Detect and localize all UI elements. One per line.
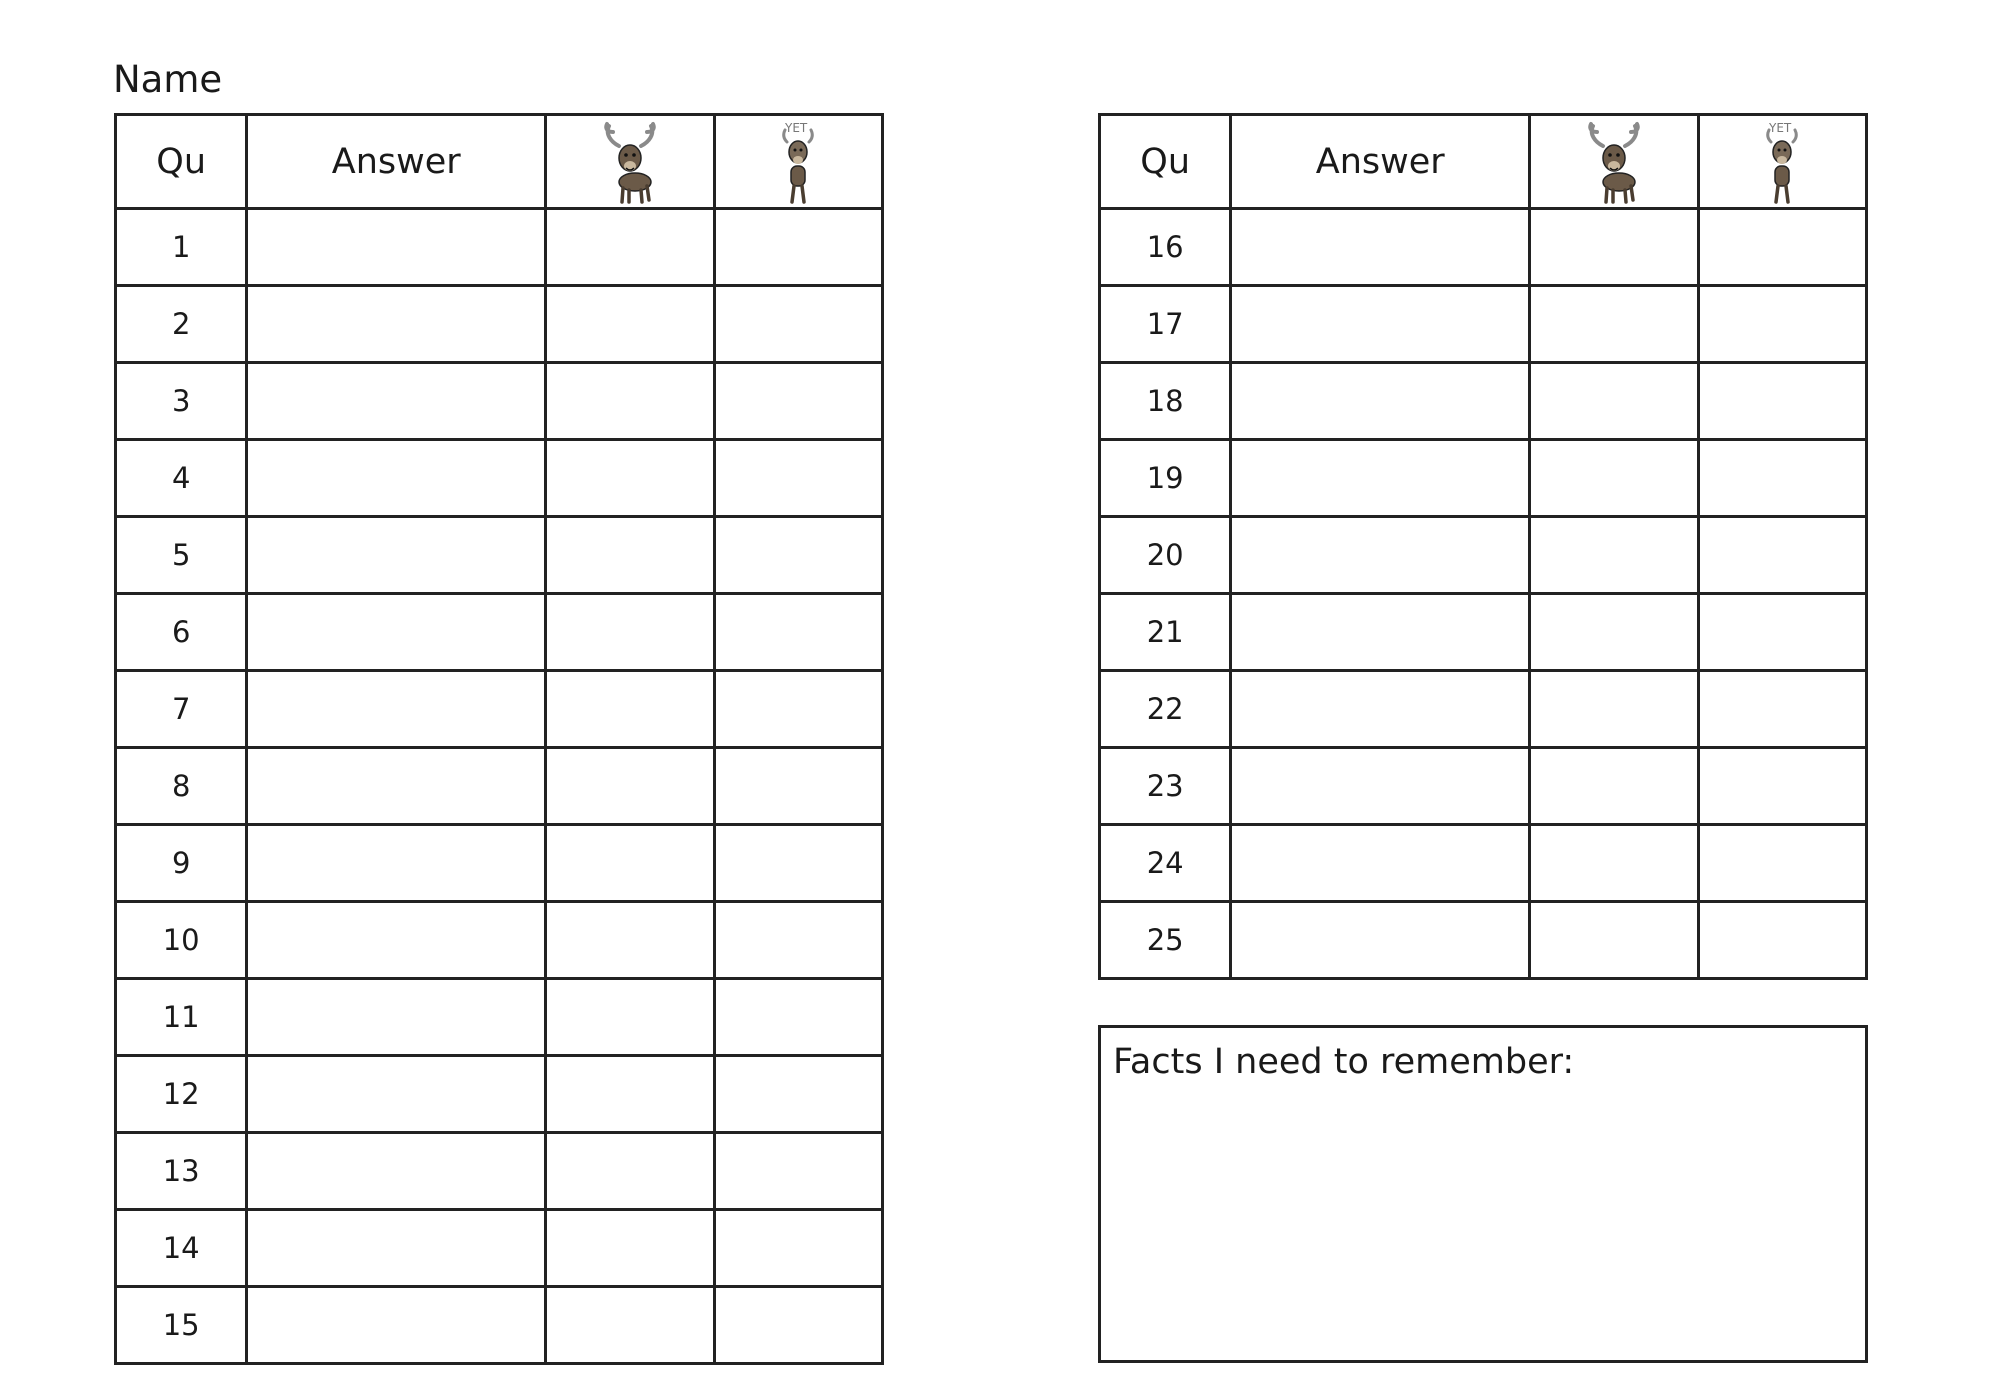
reindeer-smiling-cell[interactable] — [1530, 825, 1698, 902]
answer-cell[interactable] — [247, 748, 546, 825]
reindeer-yet-cell[interactable] — [1698, 517, 1866, 594]
header-row — [1100, 115, 1867, 209]
question-number: 20 — [1100, 517, 1231, 594]
reindeer-smiling-cell[interactable] — [546, 286, 714, 363]
answer-cell[interactable] — [1231, 209, 1530, 286]
answer-cell[interactable] — [247, 286, 546, 363]
question-number: 25 — [1100, 902, 1231, 979]
reindeer-yet-cell[interactable] — [714, 902, 882, 979]
table-row — [116, 440, 883, 517]
reindeer-smiling-cell[interactable] — [546, 1287, 714, 1364]
reindeer-smiling-header — [546, 115, 714, 209]
reindeer-yet-cell[interactable] — [714, 286, 882, 363]
answer-cell[interactable] — [247, 1133, 546, 1210]
reindeer-yet-cell[interactable] — [714, 1210, 882, 1287]
question-number: 1 — [116, 209, 247, 286]
table-row — [1100, 748, 1867, 825]
table-row — [116, 594, 883, 671]
reindeer-smiling-cell[interactable] — [546, 1056, 714, 1133]
answer-cell[interactable] — [1231, 594, 1530, 671]
reindeer-yet-cell[interactable] — [714, 979, 882, 1056]
answer-cell[interactable] — [247, 979, 546, 1056]
reindeer-smiling-cell[interactable] — [546, 363, 714, 440]
question-number: 21 — [1100, 594, 1231, 671]
reindeer-smiling-cell[interactable] — [1530, 209, 1698, 286]
reindeer-yet-cell[interactable] — [714, 1133, 882, 1210]
reindeer-smiling-cell[interactable] — [1530, 748, 1698, 825]
question-number: 16 — [1100, 209, 1231, 286]
reindeer-yet-cell[interactable] — [1698, 363, 1866, 440]
answer-table-left — [114, 113, 884, 1365]
reindeer-yet-cell[interactable] — [1698, 748, 1866, 825]
name-label: Name — [113, 58, 223, 101]
table-row — [1100, 825, 1867, 902]
reindeer-yet-cell[interactable] — [714, 594, 882, 671]
question-number: 7 — [116, 671, 247, 748]
reindeer-smiling-cell[interactable] — [1530, 594, 1698, 671]
question-number: 13 — [116, 1133, 247, 1210]
table-row — [116, 363, 883, 440]
question-number: 9 — [116, 825, 247, 902]
question-number: 11 — [116, 979, 247, 1056]
reindeer-smiling-icon — [1583, 120, 1645, 204]
reindeer-smiling-cell[interactable] — [546, 902, 714, 979]
reindeer-smiling-cell[interactable] — [546, 671, 714, 748]
table-row — [116, 825, 883, 902]
answer-cell[interactable] — [1231, 671, 1530, 748]
answer-cell[interactable] — [247, 1210, 546, 1287]
table-row — [1100, 440, 1867, 517]
question-number: 18 — [1100, 363, 1231, 440]
question-number: 5 — [116, 517, 247, 594]
reindeer-smiling-cell[interactable] — [546, 1133, 714, 1210]
table-row — [116, 748, 883, 825]
table-row — [116, 979, 883, 1056]
table-row — [116, 209, 883, 286]
reindeer-smiling-cell[interactable] — [546, 1210, 714, 1287]
question-number: 24 — [1100, 825, 1231, 902]
answer-cell[interactable] — [247, 1287, 546, 1364]
reindeer-smiling-cell[interactable] — [1530, 517, 1698, 594]
reindeer-yet-cell[interactable] — [1698, 594, 1866, 671]
table-row — [116, 671, 883, 748]
table-row — [116, 902, 883, 979]
table-row — [1100, 363, 1867, 440]
reindeer-yet-cell[interactable] — [1698, 902, 1866, 979]
reindeer-smiling-cell[interactable] — [1530, 363, 1698, 440]
reindeer-smiling-cell[interactable] — [1530, 440, 1698, 517]
table-row — [1100, 286, 1867, 363]
reindeer-smiling-cell[interactable] — [546, 825, 714, 902]
question-number: 8 — [116, 748, 247, 825]
table-row — [1100, 517, 1867, 594]
facts-box[interactable] — [1098, 1025, 1868, 1363]
table-row — [116, 517, 883, 594]
answer-cell[interactable] — [1231, 440, 1530, 517]
reindeer-smiling-cell[interactable] — [1530, 286, 1698, 363]
table-row — [116, 286, 883, 363]
table-row — [1100, 209, 1867, 286]
answer-cell[interactable] — [247, 440, 546, 517]
question-number: 14 — [116, 1210, 247, 1287]
reindeer-yet-cell[interactable] — [714, 1287, 882, 1364]
reindeer-yet-icon — [1757, 120, 1807, 204]
answer-cell[interactable] — [1231, 902, 1530, 979]
answer-table-right — [1098, 113, 1868, 980]
answer-header: Answer — [247, 115, 546, 209]
answer-cell[interactable] — [247, 1056, 546, 1133]
question-number: 15 — [116, 1287, 247, 1364]
table-row — [1100, 902, 1867, 979]
answer-header: Answer — [1231, 115, 1530, 209]
facts-label: Facts I need to remember: — [1113, 1042, 1575, 1082]
question-number: 23 — [1100, 748, 1231, 825]
reindeer-yet-cell[interactable] — [1698, 440, 1866, 517]
table-row — [116, 1056, 883, 1133]
answer-cell[interactable] — [247, 363, 546, 440]
answer-cell[interactable] — [247, 671, 546, 748]
qu-header: Qu — [116, 115, 247, 209]
table-row — [116, 1287, 883, 1364]
question-number: 10 — [116, 902, 247, 979]
answer-cell[interactable] — [1231, 363, 1530, 440]
reindeer-yet-icon — [773, 120, 823, 204]
question-number: 3 — [116, 363, 247, 440]
reindeer-yet-cell[interactable] — [714, 825, 882, 902]
reindeer-yet-cell[interactable] — [1698, 671, 1866, 748]
reindeer-yet-cell[interactable] — [714, 440, 882, 517]
qu-header: Qu — [1100, 115, 1231, 209]
reindeer-yet-cell[interactable] — [714, 209, 882, 286]
table-row — [116, 1210, 883, 1287]
reindeer-smiling-cell[interactable] — [546, 594, 714, 671]
reindeer-yet-cell[interactable] — [714, 517, 882, 594]
reindeer-smiling-header — [1530, 115, 1698, 209]
reindeer-smiling-icon — [599, 120, 661, 204]
question-number: 2 — [116, 286, 247, 363]
question-number: 19 — [1100, 440, 1231, 517]
answer-cell[interactable] — [247, 594, 546, 671]
question-number: 12 — [116, 1056, 247, 1133]
answer-cell[interactable] — [247, 902, 546, 979]
reindeer-yet-cell[interactable] — [1698, 825, 1866, 902]
table-row — [1100, 671, 1867, 748]
reindeer-smiling-cell[interactable] — [546, 440, 714, 517]
reindeer-yet-cell[interactable] — [1698, 209, 1866, 286]
answer-cell[interactable] — [247, 209, 546, 286]
answer-cell[interactable] — [1231, 286, 1530, 363]
reindeer-smiling-cell[interactable] — [546, 517, 714, 594]
table-row — [116, 1133, 883, 1210]
answer-cell[interactable] — [1231, 517, 1530, 594]
reindeer-smiling-cell[interactable] — [1530, 671, 1698, 748]
reindeer-smiling-cell[interactable] — [546, 209, 714, 286]
reindeer-yet-header — [1698, 115, 1866, 209]
table-row — [1100, 594, 1867, 671]
reindeer-smiling-cell[interactable] — [546, 748, 714, 825]
reindeer-smiling-cell[interactable] — [1530, 902, 1698, 979]
reindeer-yet-cell[interactable] — [1698, 286, 1866, 363]
question-number: 6 — [116, 594, 247, 671]
question-number: 4 — [116, 440, 247, 517]
yet-text: YET — [785, 120, 808, 135]
yet-text: YET — [1769, 120, 1792, 135]
answer-cell[interactable] — [247, 517, 546, 594]
header-row — [116, 115, 883, 209]
answer-cell[interactable] — [1231, 748, 1530, 825]
reindeer-yet-cell[interactable] — [714, 748, 882, 825]
reindeer-yet-header — [714, 115, 882, 209]
reindeer-yet-cell[interactable] — [714, 671, 882, 748]
question-number: 17 — [1100, 286, 1231, 363]
reindeer-smiling-cell[interactable] — [546, 979, 714, 1056]
question-number: 22 — [1100, 671, 1231, 748]
reindeer-yet-cell[interactable] — [714, 1056, 882, 1133]
reindeer-yet-cell[interactable] — [714, 363, 882, 440]
answer-cell[interactable] — [247, 825, 546, 902]
answer-cell[interactable] — [1231, 825, 1530, 902]
